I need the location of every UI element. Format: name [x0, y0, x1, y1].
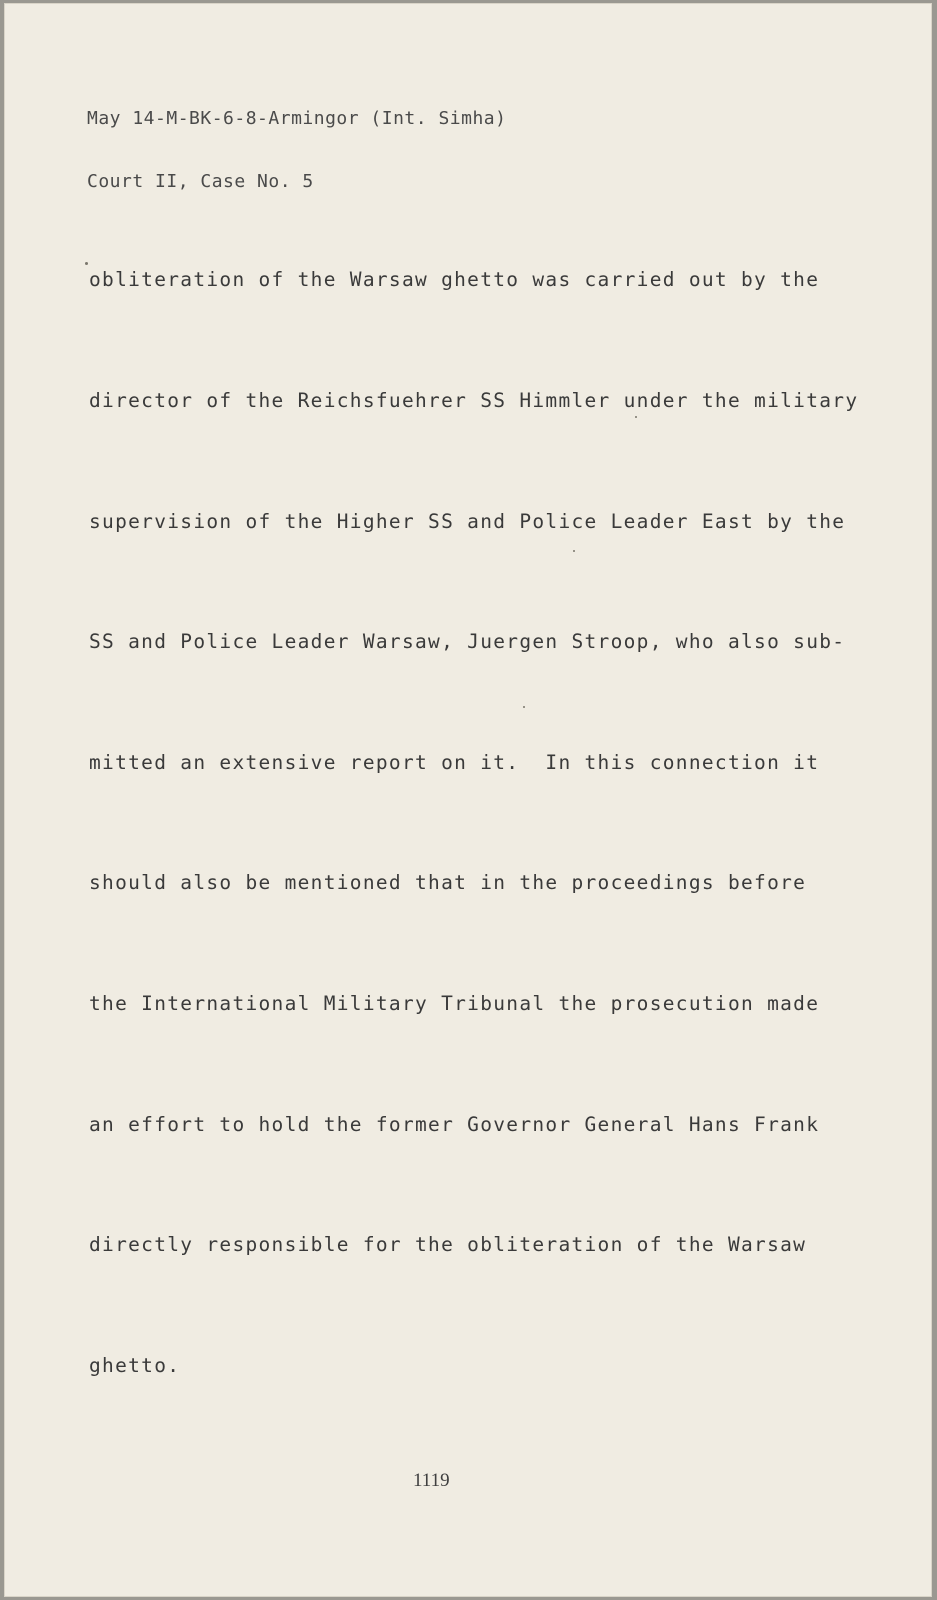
- body-line: should also be mentioned that in the proceedings before: [89, 871, 807, 895]
- body-line: SS and Police Leader Warsaw, Juergen Stroop, who also sub-: [89, 630, 846, 654]
- page-number: 1119: [413, 1470, 450, 1491]
- paper-speck: [523, 706, 525, 708]
- body-line: obliteration of the Warsaw ghetto was carried out by the: [89, 268, 820, 292]
- header-line-1: May 14-M-BK-6-8-Armingor (Int. Simha): [87, 108, 507, 129]
- header-line-2: Court II, Case No. 5: [87, 171, 314, 192]
- body-line: mitted an extensive report on it. In this connection it: [89, 750, 820, 774]
- paper-speck: [573, 550, 575, 552]
- paper-speck: [85, 262, 88, 265]
- body-line: supervision of the Higher SS and Police Leader East by the: [89, 509, 846, 533]
- body-line: director of the Reichsfuehrer SS Himmler under the military: [89, 389, 859, 412]
- document-page: [4, 3, 932, 1597]
- body-line: the International Military Tribunal the prosecution made: [89, 991, 820, 1015]
- body-line: ghetto.: [89, 1353, 181, 1377]
- body-line: an effort to hold the former Governor General Hans Frank: [89, 1112, 820, 1136]
- paper-speck: [635, 416, 637, 418]
- body-line: directly responsible for the obliteration of the Warsaw: [89, 1233, 807, 1257]
- body-paragraph: [89, 180, 858, 1466]
